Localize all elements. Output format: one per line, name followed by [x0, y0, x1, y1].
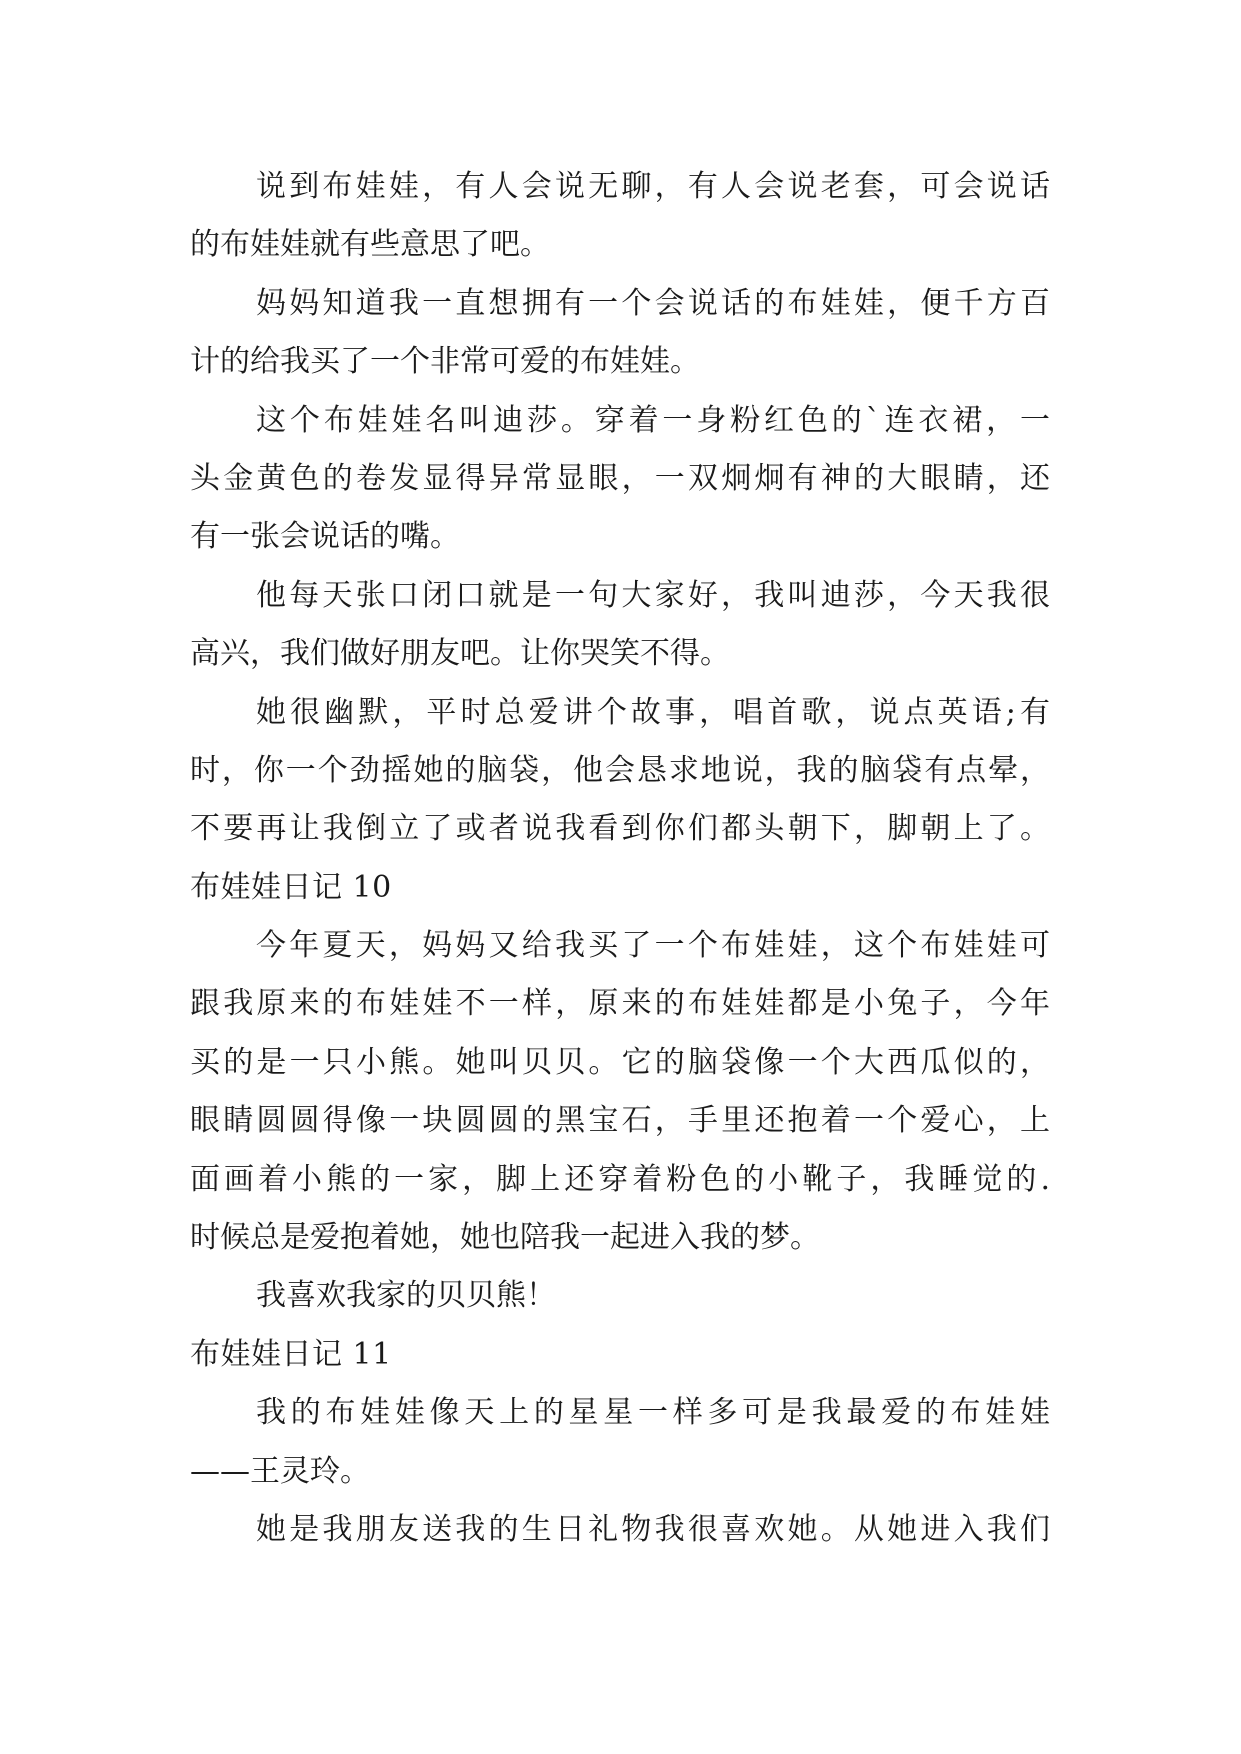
text-line-4: 计的给我买了一个非常可爱的布娃娃。: [190, 344, 700, 380]
text-line-17: 眼睛圆圆得像一块圆圆的黑宝石，手里还抱着一个爱心，上: [190, 1103, 1050, 1139]
text-line-14: 今年夏天，妈妈又给我买了一个布娃娃，这个布娃娃可: [256, 928, 1050, 964]
text-line-2: 的布娃娃就有些意思了吧。: [190, 227, 550, 263]
text-line-5: 这个布娃娃名叫迪莎。穿着一身粉红色的`连衣裙，一: [256, 402, 1050, 438]
text-line-10: 她很幽默，平时总爱讲个故事，唱首歌，说点英语;有: [256, 694, 1050, 730]
text-line-24: 她是我朋友送我的生日礼物我很喜欢她。从她进入我们: [256, 1511, 1050, 1547]
text-line-18: 面画着小熊的一家，脚上还穿着粉色的小靴子，我睡觉的.: [190, 1161, 1050, 1197]
text-line-9: 高兴，我们做好朋友吧。让你哭笑不得。: [190, 636, 730, 672]
text-line-16: 买的是一只小熊。她叫贝贝。它的脑袋像一个大西瓜似的，: [190, 1044, 1050, 1080]
text-line-12: 不要再让我倒立了或者说我看到你们都头朝下，脚朝上了。: [190, 811, 1050, 847]
text-line-15: 跟我原来的布娃娃不一样，原来的布娃娃都是小兔子，今年: [190, 986, 1050, 1022]
section-heading-11: 布娃娃日记 11: [190, 1336, 392, 1372]
text-line-7: 有一张会说话的嘴。: [190, 519, 460, 555]
section-heading-10: 布娃娃日记 10: [190, 869, 392, 905]
text-line-3: 妈妈知道我一直想拥有一个会说话的布娃娃，便千方百: [256, 285, 1050, 321]
text-line-1: 说到布娃娃，有人会说无聊，有人会说老套，可会说话: [256, 169, 1050, 204]
text-line-6: 头金黄色的卷发显得异常显眼，一双炯炯有神的大眼睛，还: [190, 460, 1050, 496]
text-line-11: 时，你一个劲摇她的脑袋，他会恳求地说，我的脑袋有点晕，: [190, 752, 1050, 788]
text-line-22: 我的布娃娃像天上的星星一样多可是我最爱的布娃娃: [256, 1395, 1050, 1431]
document-body: [190, 158, 1050, 1559]
text-line-8: 他每天张口闭口就是一句大家好，我叫迪莎，今天我很: [256, 577, 1050, 613]
text-line-20: 我喜欢我家的贝贝熊！: [256, 1278, 556, 1314]
text-line-23: ——王灵玲。: [190, 1453, 370, 1489]
text-line-19: 时候总是爱抱着她，她也陪我一起进入我的梦。: [190, 1220, 820, 1256]
